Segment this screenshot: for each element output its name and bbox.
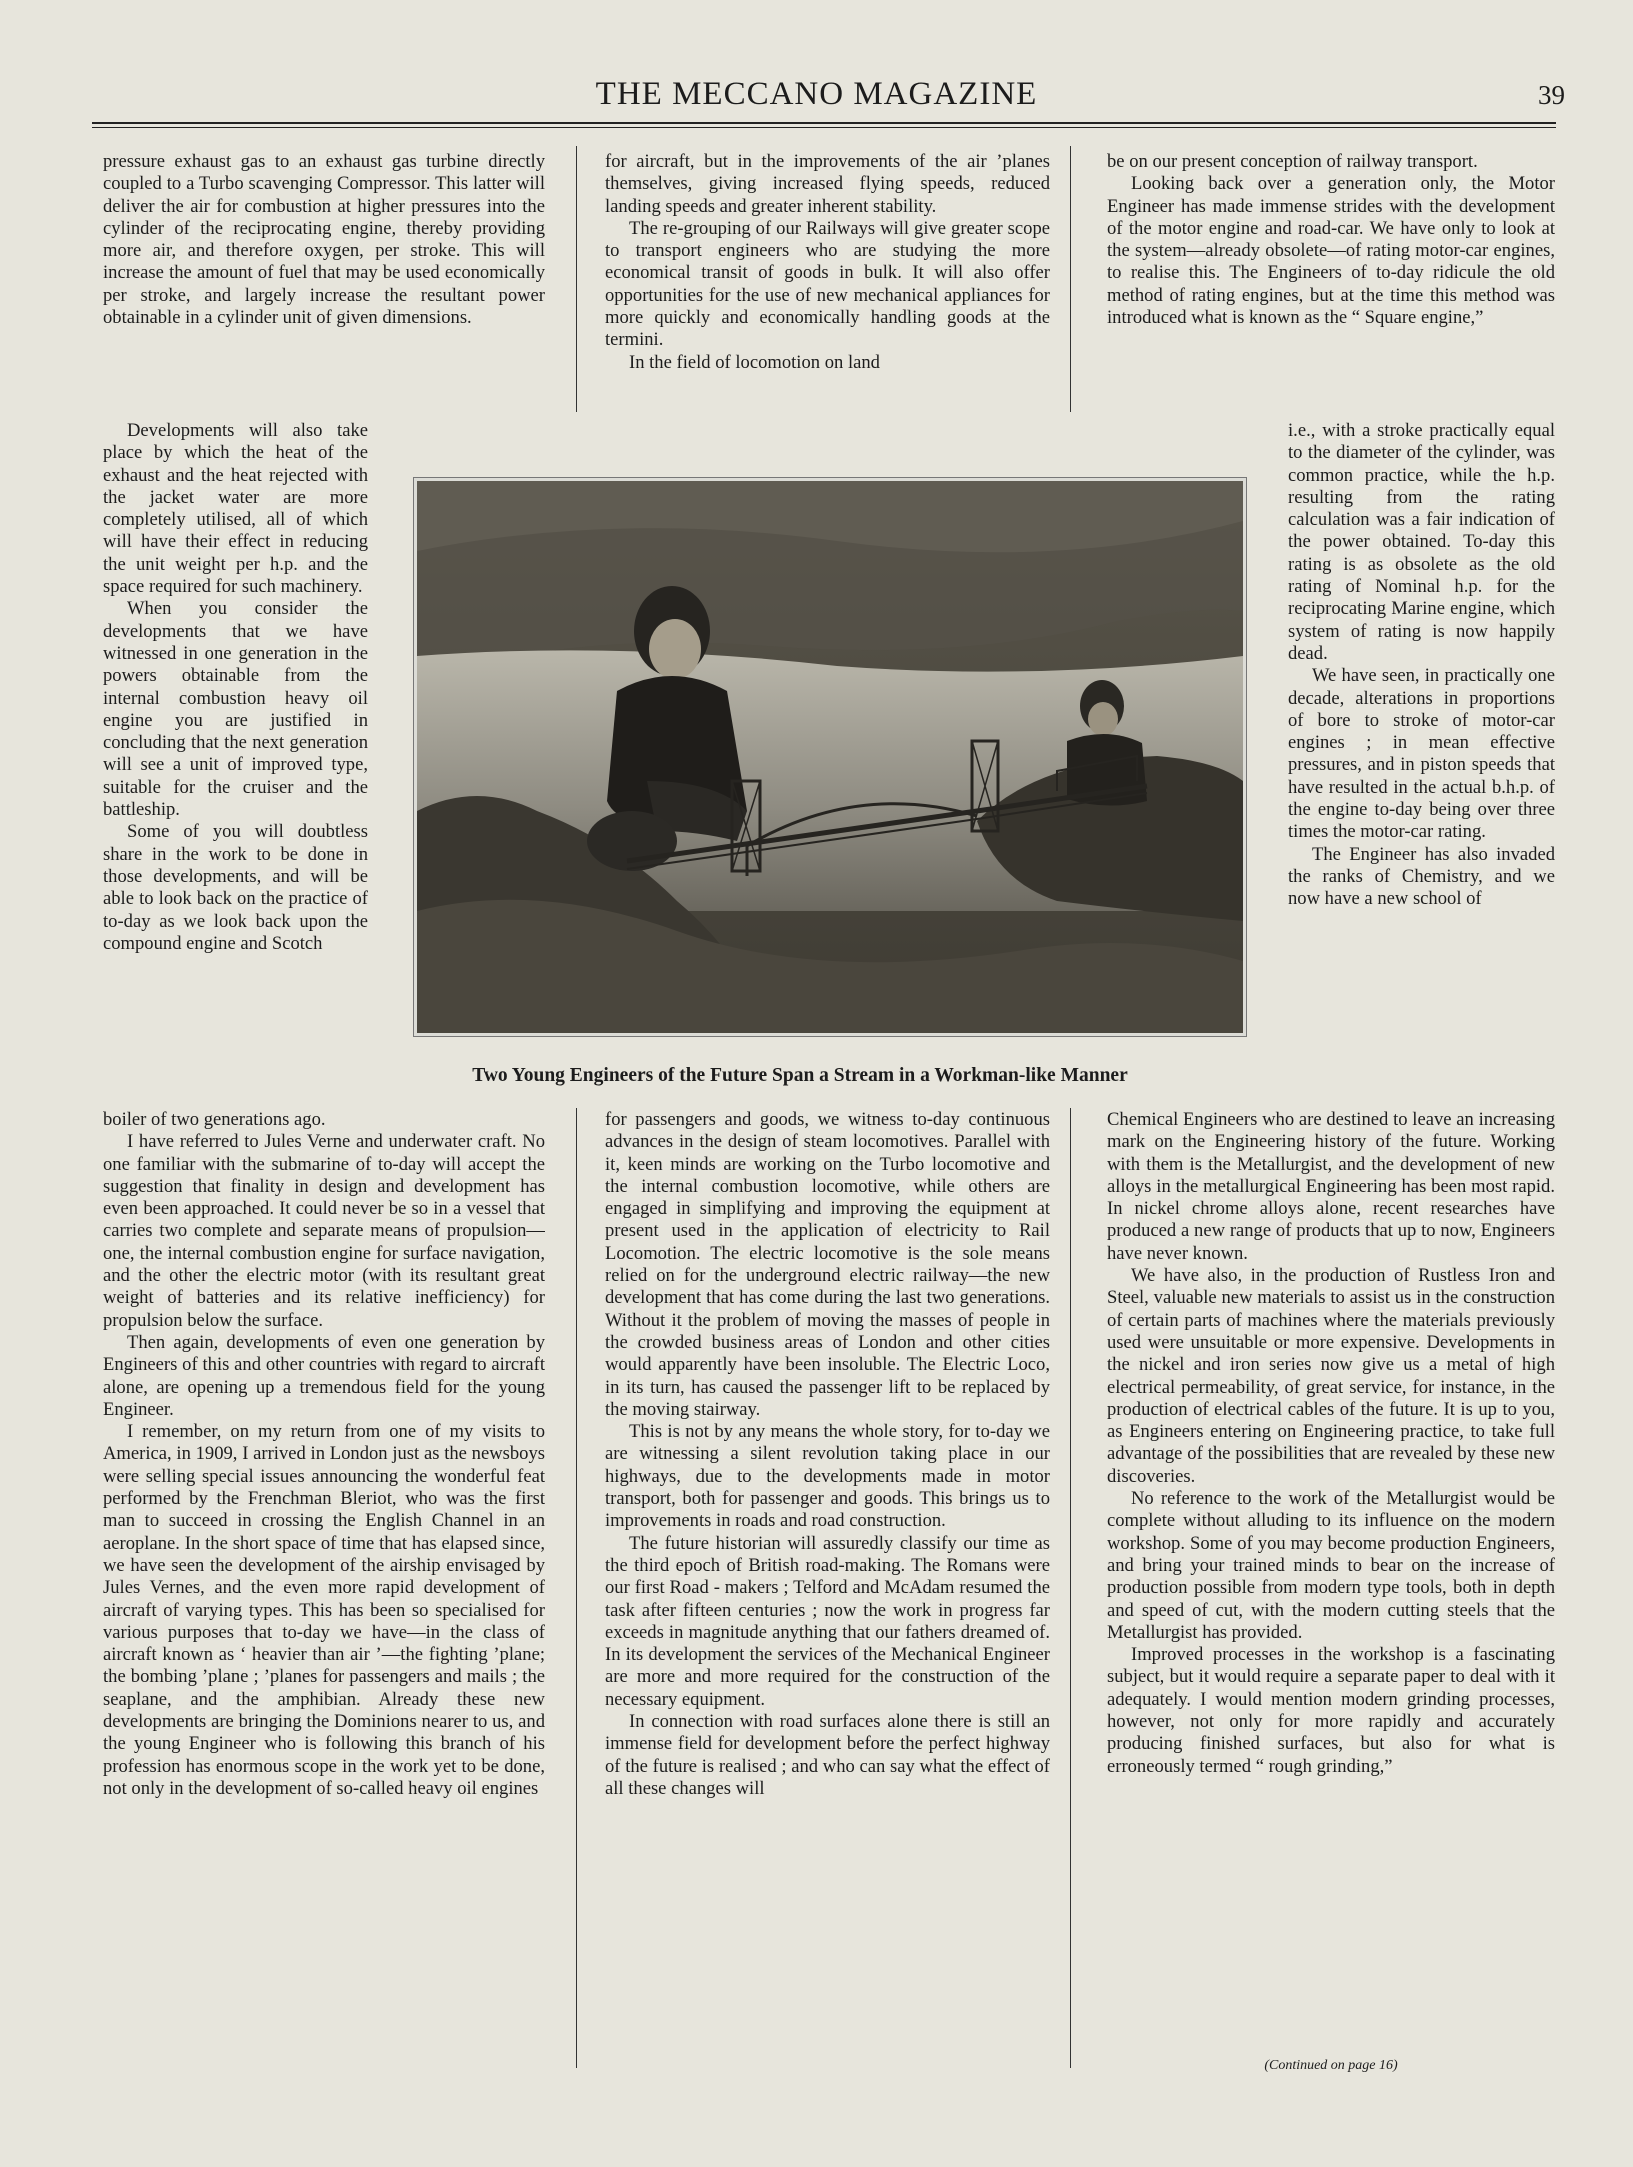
col2-bottom-continuation: for passengers and goods, we witness to-day continuous advances in the design of steam locomotives. Parallel with it, keen minds are working on the Turbo locomotive and the internal combustion locomotive, while others are engaged in simplifying and improving the equipment at present used in the application of electricity to Rail Locomotion. The electric locomotive is the sole means relied on for the underground electric railway—the new development that has come during the last two generations. Without it the problem of moving the masses of people in the crowded business areas of London and other cities would apparently have been insoluble. The Electric Loco, in its turn, has caused the passenger lift to be replaced by the moving stairway. (605, 1109, 1050, 1420)
col1-narrow (103, 420, 368, 1112)
col3-narrow (1288, 420, 1555, 1112)
col1-bottom-paragraph-3: I remember, on my return from one of my visits to America, in 1909, I arrived in London just as the newsboys were selling special issues announcing the wonderful feat performed by the Frenchman Bleriot, who was the first man to succeed in crossing the English Channel in an aeroplane. In the short space of time that has elapsed since, we have seen the development of the airship envisaged by Jules Vernes, and the even more rapid development of aircraft of varying types. This has been so specialised for various purposes that to-day we have—in the class of aircraft known as ‘ heavier than air ’—the fighting ’plane; the bombing ’plane ; ’planes for passengers and mails ; the seaplane, and the amphibian. Already these new developments are bringing the Dominions nearer to us, and the young Engineer who is following this branch of his profession has enormous scope in the work yet to be done, not only in the development of so-called heavy oil engines (103, 1421, 545, 1799)
col1-bottom-paragraph-2: Then again, developments of even one generation by Engineers of this and other countries with regard to aircraft alone, are opening up a tremendous field for the young Engineer. (103, 1331, 545, 1420)
col3-bottom-paragraph-1: We have also, in the production of Rustless Iron and Steel, valuable new materials to assist us in the construction of certain parts of machines where the materials previously used were unsuitable or more expensive. Developments in the nickel and iron series now give us a metal of high electrical permeability, of great service, for instance, in the production of electrical cables of the future. It is up to you, as Engineers entering on Engineering practice, to take full advantage of the possibilities that are revealed by these new discoveries. (1107, 1265, 1555, 1487)
col3-top-continuation: be on our present conception of railway transport. (1107, 151, 1478, 172)
page-number: 39 (1538, 80, 1565, 110)
col3-bottom-continuation: Chemical Engineers who are destined to leave an increasing mark on the Engineering history of the future. Working with them is the Metallurgist, and the development of new alloys in the metallurgical Engineering has been most rapid. In nickel chrome alloys alone, recent researches have produced a new range of products that up to now, Engineers have never known. (1107, 1109, 1555, 1264)
page-title: THE MECCANO MAGAZINE (595, 76, 1038, 112)
col3-narrow-continuation: i.e., with a stroke practically equal to the diameter of the cylinder, was common practice, while the h.p. resulting from the rating calculation was a fair indication of the power obtained. To-day this rating is as obsolete as the old rating of Nominal h.p. for the reciprocating Marine engine, which system of rating is now happily dead. (1288, 420, 1555, 664)
col1-narrow-paragraph-1: Developments will also take place by which the heat of the exhaust and the heat rejected with the jacket water are more completely utilised, all of which will have their effect in reducing the unit weight per h.p. and the space required for such machinery. (103, 420, 368, 598)
col3-narrow-paragraph-2: The Engineer has also invaded the ranks of Chemistry, and we now have a new school of (1288, 843, 1555, 910)
col1-narrow-paragraph-2: When you consider the developments that we have witnessed in one generation in the powers obtainable from the internal combustion heavy oil engine you are justified in concluding that the next generation will see a unit of improved type, suitable for the cruiser and the battleship. (103, 598, 368, 821)
col3-bottom-paragraph-3: Improved processes in the workshop is a fascinating subject, but it would require a separate paper to deal with it adequately. I would mention modern grinding processes, however, not only for more rapidly and accurately producing finished surfaces, but also for what is erroneously termed “ rough grinding,” (1107, 1644, 1555, 1777)
photo-caption: Two Young Engineers of the Future Span a Stream in a Workman-like Manner (472, 1065, 1128, 1086)
col2-top (605, 151, 1050, 421)
col2-bottom-paragraph-1: This is not by any means the whole story, for to-day we are witnessing a silent revolution taking place in our highways, due to the developments made in motor transport, both for passenger and goods. This brings us to improvements in roads and road construction. (605, 1421, 1050, 1532)
photo-illustration (417, 481, 1243, 1033)
col3-top-paragraph-1: Looking back over a generation only, the Motor Engineer has made immense strides with the development of the motor engine and road-car. We have only to look at the system—already obsolete—of rating motor-car engines, to realise this. The Engineers of to-day ridicule the old method of rating engines, but at the time this method was introduced what is known as the “ Square engine,” (1107, 173, 1555, 329)
col1-bottom (103, 1109, 545, 2065)
col2-top-paragraph-2: In the field of locomotion on land (629, 351, 880, 373)
col1-top-paragraph: pressure exhaust gas to an exhaust gas turbine directly coupled to a Turbo scavenging Compressor. This latter will deliver the air for combustion at higher pressures into the cylinder of the reciprocating engine, thereby providing more air, and therefore oxygen, per stroke. This will increase the amount of fuel that may be used economically per stroke, and largely increase the resultant power obtainable in a cylinder unit of given dimensions. (103, 151, 545, 329)
header-rule-thin (92, 127, 1556, 128)
col1-bottom-paragraph-1: I have referred to Jules Verne and underwater craft. No one familiar with the submarine of to-day will accept the suggestion that finality in design and development has even been approached. It could never be so in a vessel that carries two complete and separate means of propulsion—one, the internal combustion engine for surface navigation, and the other the electric motor (with its resultant great weight of batteries and its relative inefficiency) for propulsion below the surface. (103, 1131, 545, 1331)
header-rule (92, 122, 1556, 124)
column-divider-1-top (576, 146, 577, 412)
col2-top-continuation: for aircraft, but in the improvements of the air ’planes themselves, giving increased flying speeds, reduced landing speeds and greater inherent stability. (605, 151, 1050, 217)
col1-top (103, 151, 545, 421)
col2-bottom-paragraph-3: In connection with road surfaces alone there is still an immense field for development before the perfect highway of the future is realised ; and who can say what the effect of all these changes will (605, 1711, 1050, 1799)
column-divider-2-bottom (1070, 1108, 1071, 2068)
col2-bottom (605, 1109, 1050, 2065)
col3-narrow-paragraph-1: We have seen, in practically one decade, alterations in proportions of bore to stroke of motor-car engines ; in mean effective pressures, and in piston speeds that have resulted in the actual b.h.p. of the engine to-day being over three times the motor-car rating. (1288, 665, 1555, 843)
col2-top-paragraph-1: The re-grouping of our Railways will give greater scope to transport engineers who are studying the more economical transit of goods in bulk. It will also offer opportunities for the use of new mechanical appliances for more quickly and economically handling goods at the termini. (605, 217, 1050, 351)
col3-top (1107, 151, 1555, 421)
col3-bottom-paragraph-2: No reference to the work of the Metallurgist would be complete without alluding to its influence on the modern workshop. Some of you may become production Engineers, and bring your trained minds to bear on the increase of production possible from modern type tools, both in depth and speed of cut, with the modern cutting steels that the Metallurgist has provided. (1107, 1488, 1555, 1643)
col3-bottom (1107, 1109, 1555, 2053)
column-divider-1-bottom (576, 1108, 577, 2068)
column-divider-2-top (1070, 146, 1071, 412)
continued-note: (Continued on page 16) (1264, 2058, 1398, 2073)
col1-bottom-continuation: boiler of two generations ago. (103, 1109, 326, 1130)
photograph-boys-bridge (414, 478, 1246, 1036)
col2-bottom-paragraph-2: The future historian will assuredly classify our time as the third epoch of British road-making. The Romans were our first Road - makers ; Telford and McAdam resumed the task after fifteen centuries ; now the work in progress far exceeds in magnitude anything that our fathers dreamed of. In its development the services of the Mechanical Engineer are more and more required for the construction of the necessary equipment. (605, 1532, 1050, 1710)
col1-narrow-paragraph-3: Some of you will doubtless share in the work to be done in those developments, and will be able to look back on the practice of to-day as we look back upon the compound engine and Scotch (103, 821, 368, 954)
